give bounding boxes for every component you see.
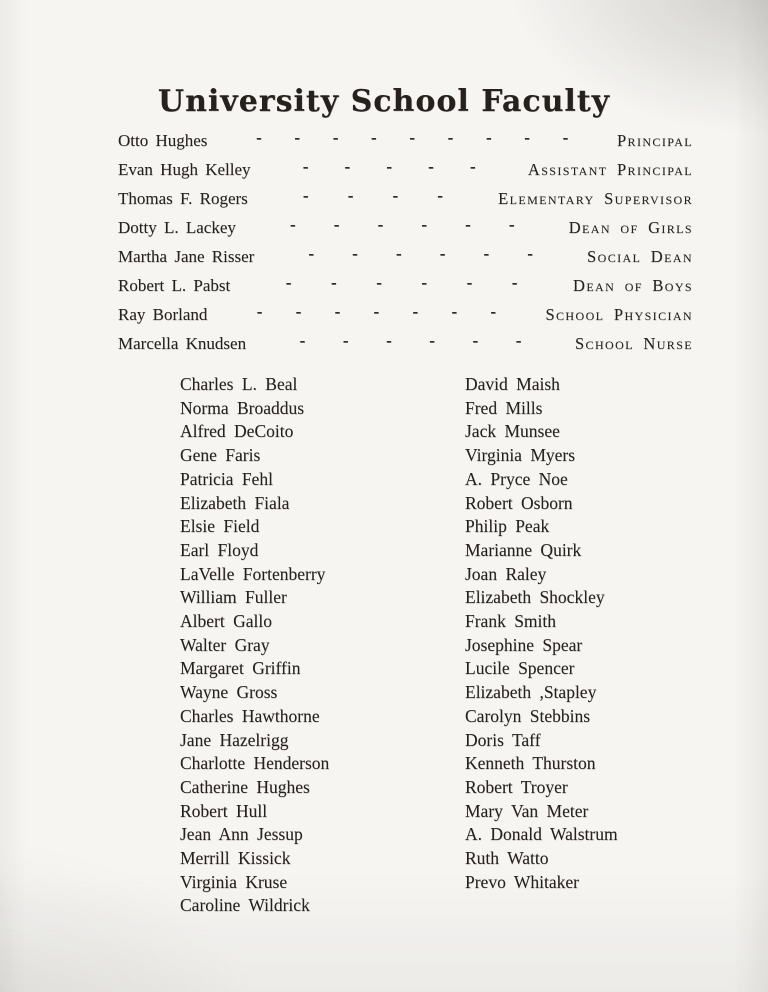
leader-dash: - — [347, 186, 354, 205]
admin-title: School Physician — [545, 305, 693, 324]
scanned-page — [0, 84, 768, 992]
leader-dash: - — [295, 302, 302, 321]
admin-title: Principal — [616, 131, 693, 150]
leader-dashes — [223, 302, 529, 322]
faculty-name: A. Donald Walstrum — [465, 824, 618, 845]
leader-dash: - — [290, 215, 296, 234]
leader-dash: - — [524, 128, 530, 147]
faculty-name: Elizabeth ,Stapley — [465, 682, 597, 703]
faculty-name: Fred Mills — [465, 397, 543, 418]
leader-dash: - — [483, 244, 490, 263]
leader-dash: - — [470, 157, 476, 176]
leader-dash: - — [466, 273, 473, 292]
faculty-name: Prevo Whitaker — [465, 871, 579, 892]
leader-dash: - — [490, 302, 497, 321]
administration-list — [118, 128, 693, 363]
leader-dash: - — [294, 128, 301, 147]
faculty-name: Alfred DeCoito — [180, 421, 294, 442]
admin-name: Otto Hughes — [118, 131, 208, 150]
leader-dash: - — [302, 186, 309, 205]
faculty-name: Jane Hazelrigg — [180, 729, 289, 750]
faculty-name: Mary Van Meter — [465, 800, 589, 821]
faculty-name: Virginia Kruse — [180, 871, 288, 892]
faculty-name: William Fuller — [180, 587, 287, 608]
faculty-name: Patricia Fehl — [180, 468, 273, 489]
faculty-name: Elsie Field — [180, 516, 260, 537]
admin-title: Dean of Girls — [568, 218, 693, 237]
faculty-name: Philip Peak — [465, 516, 550, 537]
faculty-name: Virginia Myers — [465, 445, 576, 466]
leader-dashes — [223, 128, 601, 148]
faculty-name: Caroline Wildrick — [180, 895, 310, 916]
leader-dash: - — [392, 186, 399, 205]
faculty-name: Walter Gray — [180, 634, 270, 655]
admin-row — [118, 186, 693, 218]
leader-dash: - — [308, 244, 315, 263]
leader-dash: - — [285, 273, 292, 292]
leader-dash: - — [395, 244, 402, 263]
faculty-name: Robert Troyer — [465, 776, 568, 797]
faculty-name: Lucile Spencer — [465, 658, 575, 679]
faculty-name: Merrill Kissick — [180, 848, 291, 869]
faculty-name: Carolyn Stebbins — [465, 705, 591, 726]
faculty-name: David Maish — [465, 374, 560, 394]
faculty-name: Catherine Hughes — [180, 776, 310, 797]
leader-dash: - — [437, 186, 443, 205]
admin-title: Elementary Supervisor — [498, 189, 693, 208]
leader-dash: - — [485, 128, 492, 147]
admin-row — [118, 215, 693, 247]
admin-title: Dean of Boys — [573, 276, 693, 295]
faculty-name: Wayne Gross — [180, 682, 278, 703]
admin-name: Martha Jane Risser — [118, 247, 255, 266]
admin-name: Marcella Knudsen — [118, 334, 247, 353]
leader-dash: - — [352, 244, 358, 263]
faculty-name: Charles Hawthorne — [180, 705, 320, 726]
faculty-name: Doris Taff — [465, 729, 541, 750]
leader-dashes — [246, 273, 557, 293]
admin-row — [118, 157, 693, 189]
leader-dash: - — [465, 215, 471, 234]
faculty-name: Earl Floyd — [180, 539, 259, 560]
leader-dashes — [270, 244, 571, 264]
faculty-name: Norma Broaddus — [180, 397, 305, 418]
leader-dash: - — [330, 273, 337, 292]
faculty-name: Margaret Griffin — [180, 658, 301, 679]
faculty-name: Robert Osborn — [465, 492, 573, 513]
leader-dash: - — [333, 215, 340, 234]
admin-row — [118, 244, 693, 276]
admin-row — [118, 302, 693, 334]
admin-name: Dotty L. Lackey — [118, 218, 236, 237]
admin-row — [118, 331, 693, 363]
leader-dash: - — [344, 157, 351, 176]
faculty-name: Gene Faris — [180, 445, 261, 466]
faculty-name: A. Pryce Noe — [465, 468, 568, 489]
leader-dash: - — [451, 302, 458, 321]
faculty-name: Josephine Spear — [465, 634, 583, 655]
admin-name: Robert L. Pabst — [118, 276, 231, 295]
leader-dash: - — [342, 331, 349, 350]
admin-row — [118, 273, 693, 305]
leader-dash: - — [412, 302, 419, 321]
admin-row — [118, 128, 693, 160]
faculty-name: Frank Smith — [465, 611, 557, 632]
admin-name: Ray Borland — [118, 305, 208, 324]
leader-dash: - — [409, 128, 415, 147]
leader-dash: - — [299, 331, 306, 350]
faculty-name: Elizabeth Fiala — [180, 492, 290, 513]
page-title: University School Faculty — [157, 84, 611, 119]
leader-dashes — [267, 157, 512, 177]
leader-dash: - — [562, 128, 569, 147]
leader-dash: - — [447, 128, 454, 147]
leader-dash: - — [377, 215, 384, 234]
leader-dash: - — [373, 302, 380, 321]
faculty-name: Charlotte Henderson — [180, 753, 330, 774]
leader-dash: - — [256, 128, 262, 147]
faculty-name: Jean Ann Jessup — [180, 824, 303, 845]
leader-dashes — [252, 215, 553, 235]
faculty-name: Kenneth Thurston — [465, 753, 596, 774]
leader-dash: - — [256, 302, 263, 321]
faculty-column-left — [180, 373, 465, 918]
admin-title: Assistant Principal — [527, 160, 693, 179]
leader-dash: - — [386, 331, 392, 350]
leader-dash: - — [334, 302, 341, 321]
admin-title: Social Dean — [587, 247, 693, 266]
leader-dash: - — [428, 157, 434, 176]
leader-dash: - — [421, 215, 428, 234]
admin-name: Evan Hugh Kelley — [118, 160, 251, 179]
leader-dash: - — [472, 331, 479, 350]
faculty-name: Elizabeth Shockley — [465, 587, 605, 608]
leader-dash: - — [515, 331, 522, 350]
leader-dash: - — [386, 157, 393, 176]
leader-dash: - — [439, 244, 446, 263]
admin-name: Thomas F. Rogers — [118, 189, 248, 208]
faculty-name: LaVelle Fortenberry — [180, 563, 326, 584]
leader-dash: - — [429, 331, 435, 350]
faculty-column-right — [465, 373, 768, 918]
faculty-name: Jack Munsee — [465, 421, 560, 442]
faculty-name: Ruth Watto — [465, 848, 549, 869]
admin-title: School Nurse — [574, 334, 693, 353]
leader-dash: - — [508, 215, 515, 234]
leader-dash: - — [527, 244, 533, 263]
faculty-name: Joan Raley — [465, 563, 547, 584]
faculty-name: Charles L. Beal — [180, 374, 298, 394]
leader-dash: - — [302, 157, 309, 176]
leader-dash: - — [371, 128, 377, 147]
faculty-name: Robert Hull — [180, 800, 268, 821]
leader-dashes — [262, 331, 559, 351]
leader-dash: - — [421, 273, 428, 292]
leader-dash: - — [511, 273, 518, 292]
faculty-name: Albert Gallo — [180, 611, 272, 632]
leader-dashes — [264, 186, 482, 206]
faculty-name: Marianne Quirk — [465, 539, 582, 560]
faculty-section — [180, 373, 768, 918]
leader-dash: - — [332, 128, 339, 147]
leader-dash: - — [376, 273, 382, 292]
